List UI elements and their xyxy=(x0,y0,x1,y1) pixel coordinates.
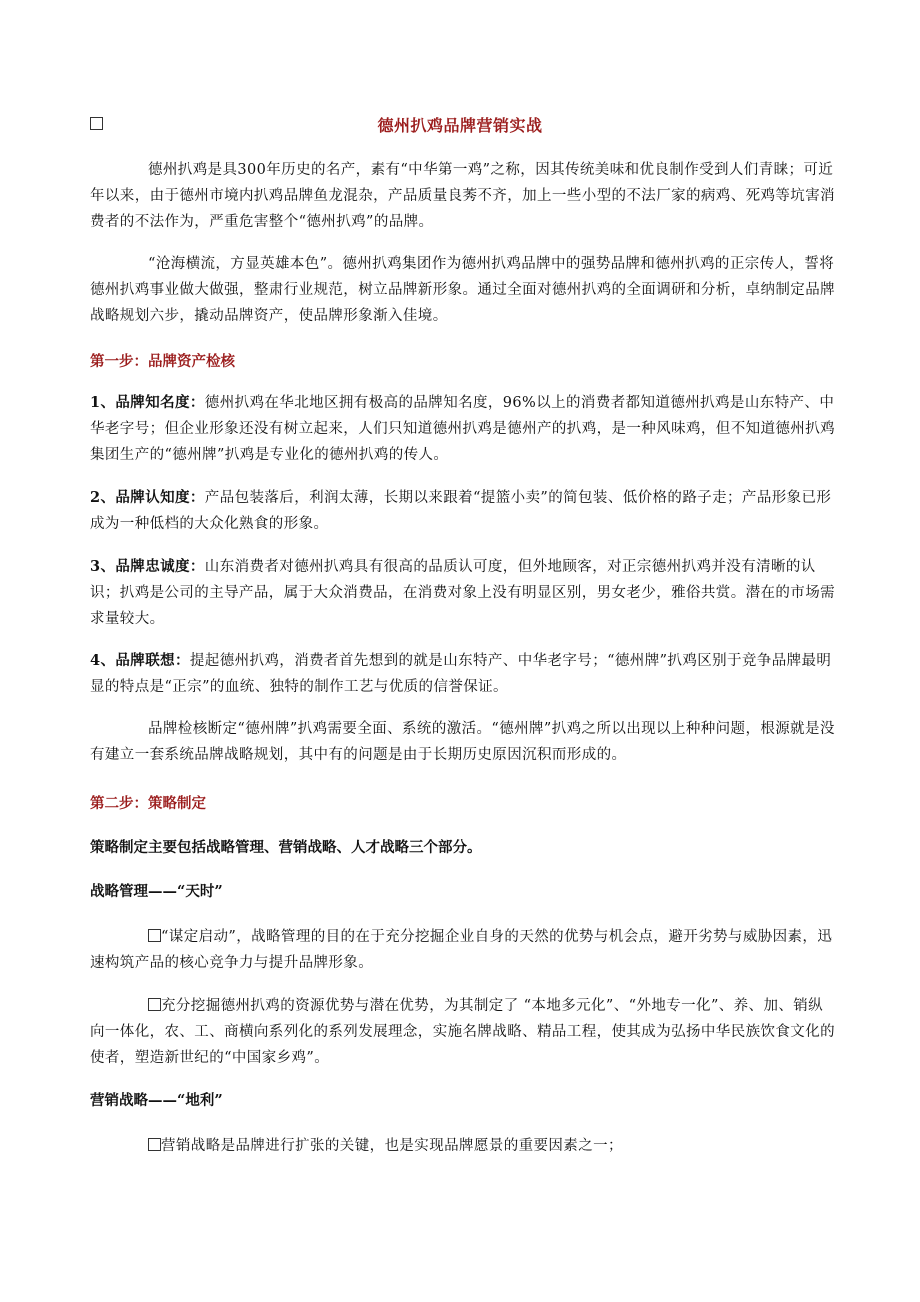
intro-paragraph-1: 德州扒鸡是具300年历史的名产，素有“中华第一鸡”之称，因其传统美味和优良制作受到人们青睐；可近年以来，由于德州市境内扒鸡品牌鱼龙混杂，产品质量良莠不齐，加上一些小型的不法厂家的病鸡、死鸡等坑害消费者的不法作为，严重危害整个“德州扒鸡”的品牌。 xyxy=(90,162,835,230)
checkbox-marker-icon xyxy=(148,998,161,1011)
item-text: 提起德州扒鸡，消费者首先想到的就是山东特产、中华老字号；“德州牌”扒鸡区别于竞争品牌最明显的特点是“正宗”的血统、独特的制作工艺与优质的信誉保证。 xyxy=(90,653,832,695)
step2-heading: 第二步：策略制定 xyxy=(90,795,206,812)
checkbox-marker-icon xyxy=(148,1138,161,1151)
step1-item-3 xyxy=(90,554,835,632)
marketing-strategy-heading: 营销战略——“地利” xyxy=(90,1092,223,1109)
item-text: 产品包装落后，利润太薄，长期以来跟着“提篮小卖”的简包装、低价格的路子走；产品形象已形成为一种低档的大众化熟食的形象。 xyxy=(90,490,832,532)
document-title: 德州扒鸡品牌营销实战 xyxy=(377,116,543,135)
step2-summary: 策略制定主要包括战略管理、营销战略、人才战略三个部分。 xyxy=(90,839,482,856)
paragraph-text: 营销战略是品牌进行扩张的关键，也是实现品牌愿景的重要因素之一； xyxy=(161,1138,623,1154)
marketing-strategy-paragraph-1 xyxy=(90,1133,835,1159)
intro-paragraph-2: “沧海横流，方显英雄本色”。德州扒鸡集团作为德州扒鸡品牌中的强势品牌和德州扒鸡的正宗传人，誓将德州扒鸡事业做大做强，整肃行业规范，树立品牌新形象。通过全面对德州扒鸡的全面调研和分析，卓纳制定品牌战略规划六步，撬动品牌资产，使品牌形象渐入佳境。 xyxy=(90,256,835,324)
item-label: 1、品牌知名度： xyxy=(90,394,205,411)
item-text: 德州扒鸡在华北地区拥有极高的品牌知名度，96%以上的消费者都知道德州扒鸡是山东特产、中华老字号；但企业形象还没有树立起来，人们只知道德州扒鸡是德州产的扒鸡，是一种风味鸡，但不知道德州扒鸡集团生产的“德州牌”扒鸡是专业化的德州扒鸡的传人。 xyxy=(90,395,835,463)
strategy-management-paragraph-1 xyxy=(90,924,835,976)
step1-item-1 xyxy=(90,390,835,468)
paragraph-text: 充分挖掘德州扒鸡的资源优势与潜在优势，为其制定了 “本地多元化”、“外地专一化”、养、加、销纵向一体化，农、工、商横向系列化的系列发展理念，实施名牌战略、精品工程，使其成为弘扬中华民族饮食文化的使者，塑造新世纪的“中国家乡鸡”。 xyxy=(90,998,835,1066)
step1-heading: 第一步：品牌资产检核 xyxy=(90,353,235,370)
item-label: 4、品牌联想： xyxy=(90,652,190,669)
step1-item-4 xyxy=(90,648,835,700)
item-label: 2、品牌认知度： xyxy=(90,489,205,506)
step1-conclusion: 品牌检核断定“德州牌”扒鸡需要全面、系统的激活。“德州牌”扒鸡之所以出现以上种种问题，根源就是没有建立一套系统品牌战略规划，其中有的问题是由于长期历史原因沉积而形成的。 xyxy=(90,721,835,763)
checkbox-marker-icon xyxy=(148,929,161,942)
item-text: 山东消费者对德州扒鸡具有很高的品质认可度，但外地顾客，对正宗德州扒鸡并没有清晰的认识；扒鸡是公司的主导产品，属于大众消费品，在消费对象上没有明显区别，男女老少，雅俗共赏。潜在的市场需求量较大。 xyxy=(90,559,835,627)
step1-item-2 xyxy=(90,485,835,537)
item-label: 3、品牌忠诚度： xyxy=(90,558,205,575)
strategy-management-paragraph-2 xyxy=(90,993,835,1071)
paragraph-text: “谋定启动”，战略管理的目的在于充分挖掘企业自身的天然的优势与机会点，避开劣势与威胁因素，迅速构筑产品的核心竞争力与提升品牌形象。 xyxy=(90,929,833,971)
strategy-management-heading: 战略管理——“天时” xyxy=(90,883,223,900)
